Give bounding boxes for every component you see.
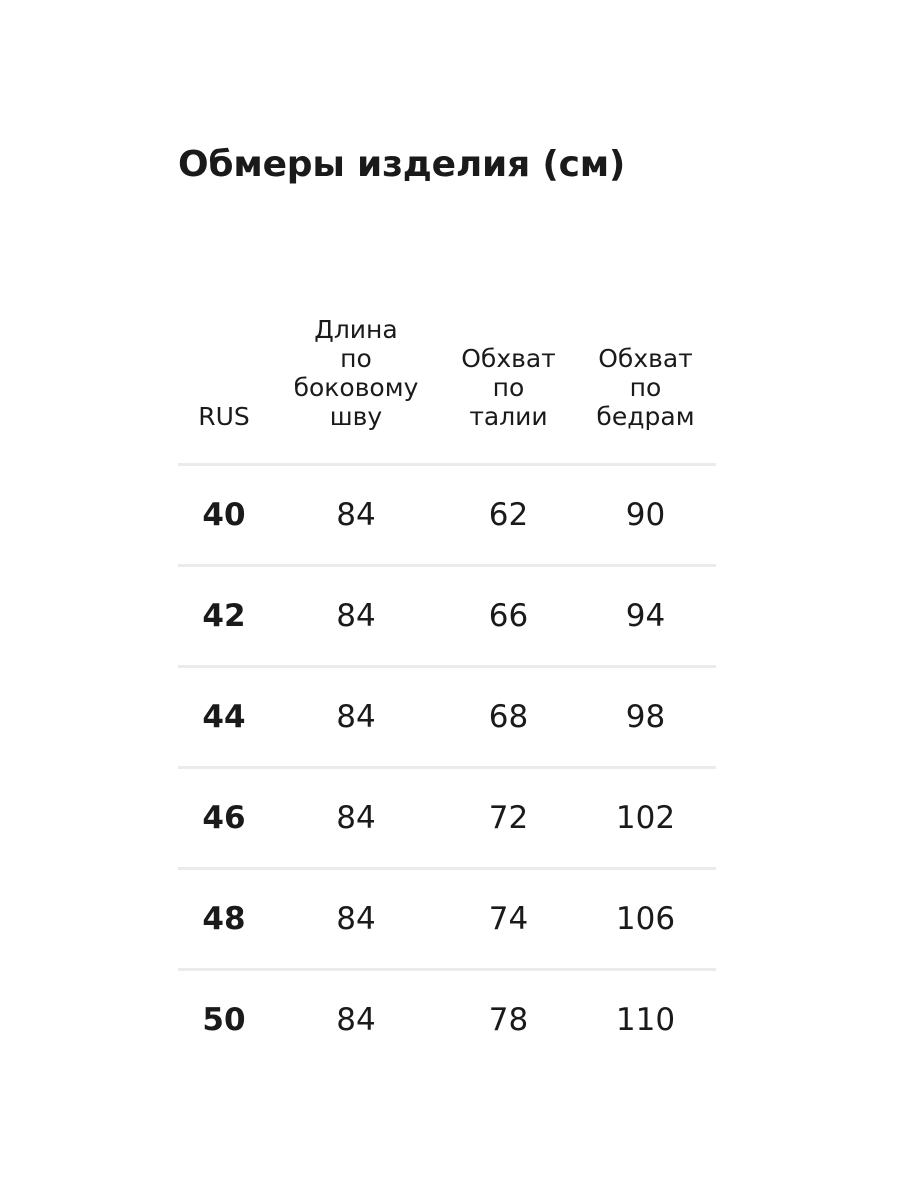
header-line: Длина [314, 315, 398, 344]
size-cell: 48 [202, 901, 246, 937]
waist-cell: 62 [488, 497, 529, 533]
table-row [178, 971, 716, 1069]
header-line: Обхват [461, 344, 556, 373]
length-cell: 84 [336, 497, 376, 533]
header-line: по [340, 344, 372, 373]
size-chart-table [178, 308, 716, 1069]
header-line: талии [469, 402, 548, 431]
hips-cell: 98 [625, 699, 666, 735]
header-line: бедрам [596, 402, 695, 431]
hips-cell: 106 [615, 901, 676, 937]
waist-cell: 78 [488, 1002, 529, 1038]
length-cell: 84 [336, 901, 376, 937]
table-row [178, 567, 716, 665]
header-line: RUS [198, 402, 250, 431]
size-cell: 46 [202, 800, 246, 836]
length-cell: 84 [336, 598, 376, 634]
table-row [178, 870, 716, 968]
table-row [178, 668, 716, 766]
size-cell: 42 [202, 598, 246, 634]
header-line: по [492, 373, 525, 402]
hips-cell: 102 [615, 800, 676, 836]
header-line: боковому [293, 373, 419, 402]
size-cell: 40 [202, 497, 246, 533]
header-line: шву [329, 402, 383, 431]
length-cell: 84 [336, 699, 376, 735]
waist-cell: 72 [488, 800, 529, 836]
header-hip-girth [575, 344, 716, 463]
header-side-seam-length [270, 315, 442, 463]
table-row [178, 769, 716, 867]
header-size-rus [178, 402, 270, 463]
hips-cell: 94 [625, 598, 666, 634]
waist-cell: 68 [488, 699, 529, 735]
hips-cell: 90 [625, 497, 666, 533]
waist-cell: 66 [488, 598, 529, 634]
header-waist-girth [442, 344, 575, 463]
page-title: Обмеры изделия (см) [178, 144, 626, 185]
length-cell: 84 [336, 800, 376, 836]
table-header-row [178, 308, 716, 463]
header-line: по [629, 373, 662, 402]
size-cell: 44 [202, 699, 246, 735]
hips-cell: 110 [615, 1002, 676, 1038]
length-cell: 84 [336, 1002, 376, 1038]
size-cell: 50 [202, 1002, 246, 1038]
header-line: Обхват [598, 344, 693, 373]
waist-cell: 74 [488, 901, 529, 937]
table-row [178, 466, 716, 564]
